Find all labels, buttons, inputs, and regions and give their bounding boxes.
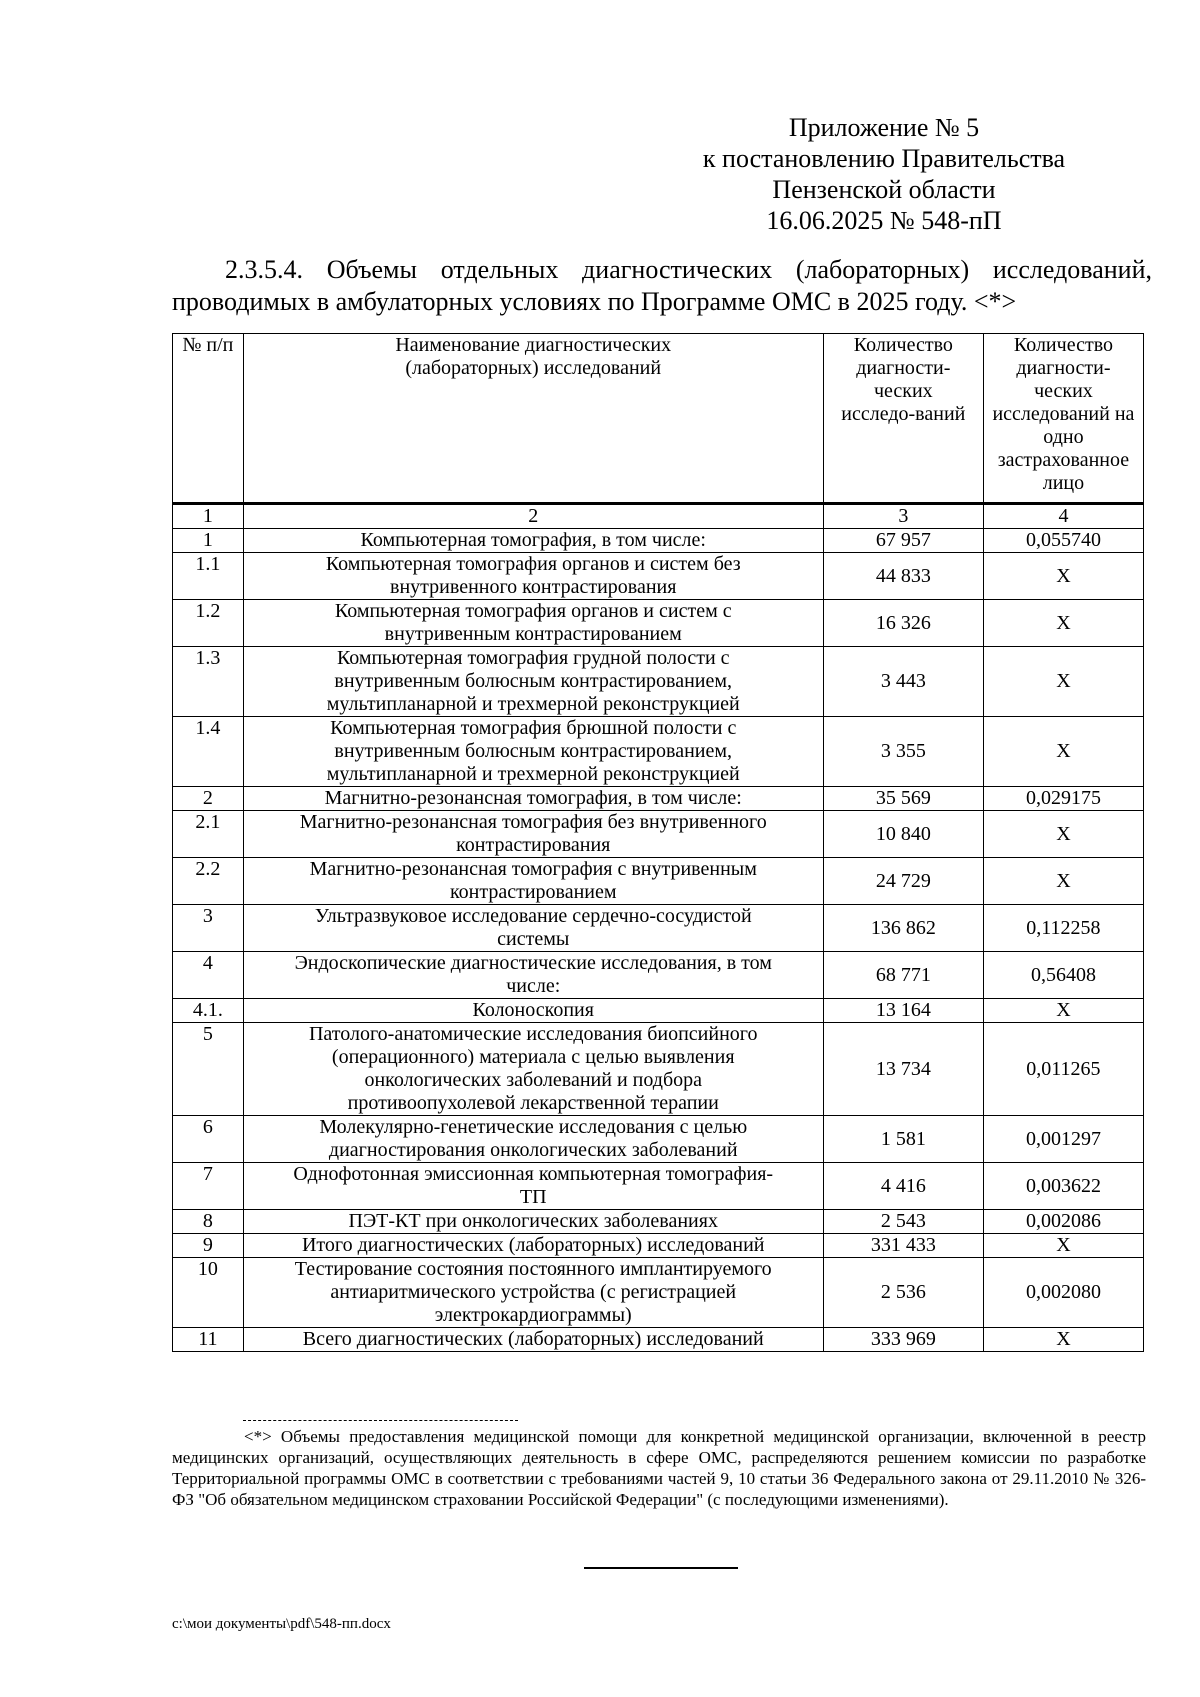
- footnote-separator: [243, 1420, 518, 1421]
- row-per-person-cell: 0,112258: [983, 905, 1143, 952]
- end-line: [584, 1567, 738, 1569]
- row-per-person-cell: Х: [983, 811, 1143, 858]
- file-path: c:\мои документы\pdf\548-пп.docx: [172, 1616, 391, 1632]
- row-number-cell: 2.2: [173, 858, 244, 905]
- table-row: [173, 999, 1144, 1023]
- row-count-cell: 331 433: [823, 1234, 983, 1258]
- row-count-cell: 3 355: [823, 717, 983, 787]
- table-row: [173, 600, 1144, 647]
- table-row: [173, 647, 1144, 717]
- table-row: [173, 717, 1144, 787]
- column-number-2: 2: [243, 504, 823, 529]
- appendix-header: [654, 112, 1114, 236]
- row-number-cell: 2.1: [173, 811, 244, 858]
- row-number-cell: 7: [173, 1163, 244, 1210]
- section-title-line-2: проводимых в амбулаторных условиях по Программе ОМС в 2025 году. <*>: [172, 287, 1017, 316]
- row-number-cell: 6: [173, 1116, 244, 1163]
- row-per-person-cell: 0,56408: [983, 952, 1143, 999]
- table-row: [173, 1210, 1144, 1234]
- row-count-cell: 333 969: [823, 1328, 983, 1352]
- column-number-3: 3: [823, 504, 983, 529]
- row-number-cell: 1.3: [173, 647, 244, 717]
- table-row: [173, 1163, 1144, 1210]
- row-name-cell: Молекулярно-генетические исследования с целью диагностирования онкологических заболеваний: [243, 1116, 823, 1163]
- row-number-cell: 3: [173, 905, 244, 952]
- row-name-cell: Тестирование состояния постоянного имплантируемого антиаритмического устройства (с регистрацией электрокардиограммы): [243, 1258, 823, 1328]
- table-row: [173, 787, 1144, 811]
- row-number-cell: 1.1: [173, 553, 244, 600]
- appendix-date-number: 16.06.2025 № 548-пП: [766, 206, 1002, 235]
- row-per-person-cell: 0,001297: [983, 1116, 1143, 1163]
- table-row: [173, 811, 1144, 858]
- row-per-person-cell: Х: [983, 647, 1143, 717]
- volumes-table: [172, 333, 1144, 1352]
- row-per-person-cell: Х: [983, 717, 1143, 787]
- footnote: [172, 1426, 1146, 1510]
- table-row: [173, 529, 1144, 553]
- header-cell-per-person: Количество диагности-ческих исследований на одно застрахованное лицо: [983, 334, 1143, 504]
- row-count-cell: 2 543: [823, 1210, 983, 1234]
- table-row: [173, 1258, 1144, 1328]
- row-count-cell: 35 569: [823, 787, 983, 811]
- appendix-region: Пензенской области: [772, 175, 996, 204]
- row-name-cell: Магнитно-резонансная томография с внутривенным контрастированием: [243, 858, 823, 905]
- row-per-person-cell: 0,011265: [983, 1023, 1143, 1116]
- row-number-cell: 10: [173, 1258, 244, 1328]
- row-name-cell: Компьютерная томография брюшной полости с внутривенным болюсным контрастированием, мультипланарной и трехмерной реконструкцией: [243, 717, 823, 787]
- row-number-cell: 4: [173, 952, 244, 999]
- row-name-cell: Магнитно-резонансная томография, в том числе:: [243, 787, 823, 811]
- table-row: [173, 905, 1144, 952]
- row-count-cell: 44 833: [823, 553, 983, 600]
- row-name-cell: Итого диагностических (лабораторных) исследований: [243, 1234, 823, 1258]
- row-name-cell: Компьютерная томография органов и систем с внутривенным контрастированием: [243, 600, 823, 647]
- table-row: [173, 553, 1144, 600]
- row-number-cell: 2: [173, 787, 244, 811]
- row-count-cell: 4 416: [823, 1163, 983, 1210]
- row-name-cell: Однофотонная эмиссионная компьютерная томография-ТП: [243, 1163, 823, 1210]
- column-number-1: 1: [173, 504, 244, 529]
- section-title-line-1: 2.3.5.4. Объемы отдельных диагностических (лабораторных) исследований,: [225, 255, 1152, 284]
- row-name-cell: Ультразвуковое исследование сердечно-сосудистой системы: [243, 905, 823, 952]
- row-count-cell: 10 840: [823, 811, 983, 858]
- row-name-cell: Колоноскопия: [243, 999, 823, 1023]
- row-per-person-cell: Х: [983, 999, 1143, 1023]
- row-number-cell: 1.4: [173, 717, 244, 787]
- row-count-cell: 13 734: [823, 1023, 983, 1116]
- row-per-person-cell: Х: [983, 553, 1143, 600]
- table-row: [173, 1328, 1144, 1352]
- row-per-person-cell: Х: [983, 1328, 1143, 1352]
- row-name-cell: Компьютерная томография, в том числе:: [243, 529, 823, 553]
- row-count-cell: 24 729: [823, 858, 983, 905]
- row-per-person-cell: 0,002086: [983, 1210, 1143, 1234]
- column-number-4: 4: [983, 504, 1143, 529]
- row-name-cell: Всего диагностических (лабораторных) исследований: [243, 1328, 823, 1352]
- table-row: [173, 1023, 1144, 1116]
- header-cell-number: № п/п: [173, 334, 244, 504]
- header-cell-name: Наименование диагностических (лабораторных) исследований: [243, 334, 823, 504]
- row-name-cell: Магнитно-резонансная томография без внутривенного контрастирования: [243, 811, 823, 858]
- row-number-cell: 5: [173, 1023, 244, 1116]
- row-count-cell: 136 862: [823, 905, 983, 952]
- row-count-cell: 68 771: [823, 952, 983, 999]
- row-count-cell: 1 581: [823, 1116, 983, 1163]
- row-per-person-cell: 0,002080: [983, 1258, 1143, 1328]
- row-number-cell: 4.1.: [173, 999, 244, 1023]
- footnote-text: <*> Объемы предоставления медицинской помощи для конкретной медицинской организации, включенной в реестр медицинских организаций, осуществляющих деятельность в сфере ОМС, распределяются решением комиссии по разработке Территориальной программы ОМС в соответствии с требованиями частей 9, 10 статьи 36 Федерального закона от 29.11.2010 № 326-ФЗ "Об обязательном медицинском страховании Российской Федерации" (с последующими изменениями).: [172, 1427, 1146, 1509]
- row-per-person-cell: 0,055740: [983, 529, 1143, 553]
- row-number-cell: 1.2: [173, 600, 244, 647]
- row-per-person-cell: Х: [983, 600, 1143, 647]
- column-numbers-row: [173, 504, 1144, 529]
- appendix-decree: к постановлению Правительства: [702, 144, 1066, 173]
- row-count-cell: 3 443: [823, 647, 983, 717]
- row-count-cell: 16 326: [823, 600, 983, 647]
- table-header-row: [173, 334, 1144, 504]
- appendix-number: Приложение № 5: [788, 113, 980, 142]
- row-per-person-cell: Х: [983, 858, 1143, 905]
- row-name-cell: ПЭТ-КТ при онкологических заболеваниях: [243, 1210, 823, 1234]
- table-row: [173, 1234, 1144, 1258]
- row-number-cell: 9: [173, 1234, 244, 1258]
- row-count-cell: 13 164: [823, 999, 983, 1023]
- row-name-cell: Компьютерная томография грудной полости с внутривенным болюсным контрастированием, мультипланарной и трехмерной реконструкцией: [243, 647, 823, 717]
- row-name-cell: Патолого-анатомические исследования биопсийного (операционного) материала с целью выявления онкологических заболеваний и подбора противоопухолевой лекарственной терапии: [243, 1023, 823, 1116]
- row-per-person-cell: 0,003622: [983, 1163, 1143, 1210]
- row-number-cell: 8: [173, 1210, 244, 1234]
- row-number-cell: 1: [173, 529, 244, 553]
- row-number-cell: 11: [173, 1328, 244, 1352]
- row-count-cell: 2 536: [823, 1258, 983, 1328]
- row-per-person-cell: Х: [983, 1234, 1143, 1258]
- table-row: [173, 858, 1144, 905]
- table-row: [173, 1116, 1144, 1163]
- row-name-cell: Компьютерная томография органов и систем без внутривенного контрастирования: [243, 553, 823, 600]
- row-per-person-cell: 0,029175: [983, 787, 1143, 811]
- table-row: [173, 952, 1144, 999]
- header-cell-count: Количество диагности-ческих исследо-ваний: [823, 334, 983, 504]
- row-count-cell: 67 957: [823, 529, 983, 553]
- row-name-cell: Эндоскопические диагностические исследования, в том числе:: [243, 952, 823, 999]
- section-title: [172, 254, 1152, 318]
